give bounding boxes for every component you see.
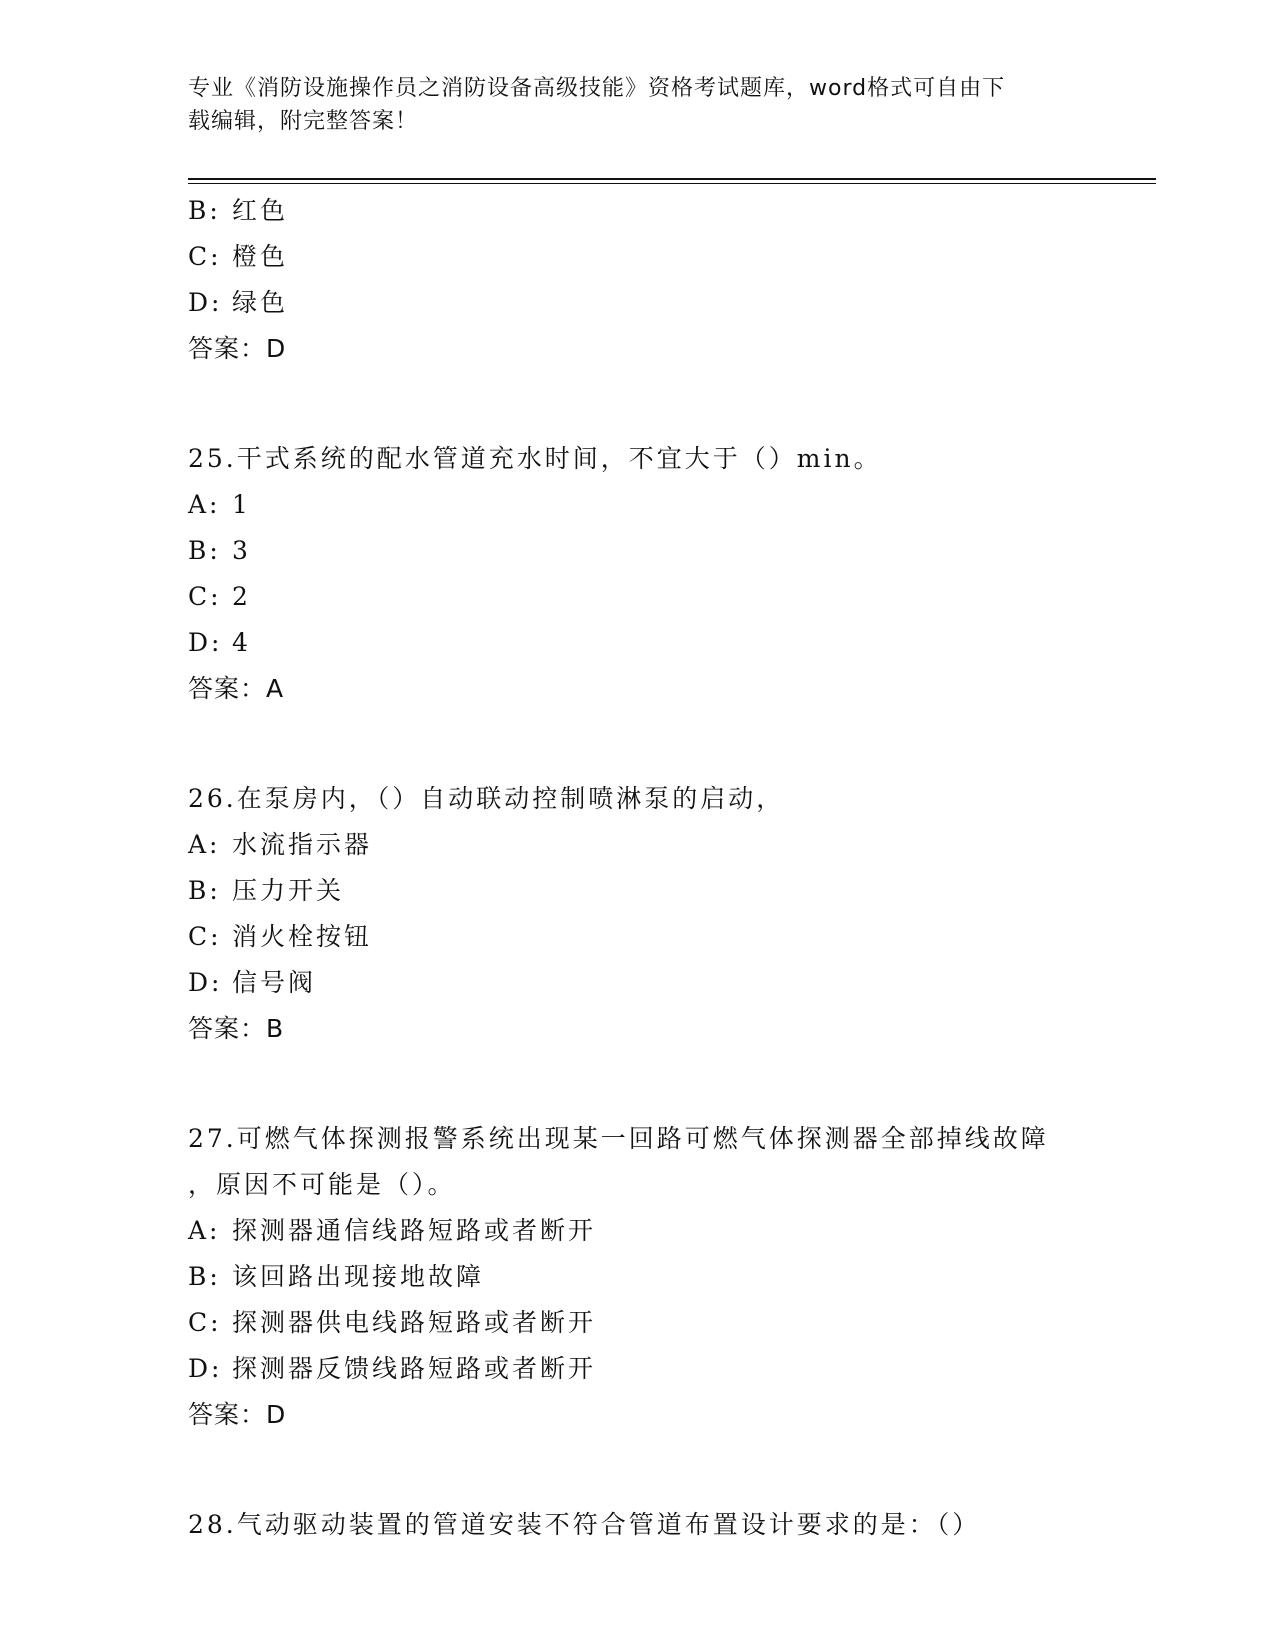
answer-line: 答案：B [188,1014,285,1043]
option-letter: D: [188,628,223,657]
option-text: 绿色 [232,288,289,317]
option-letter: C: [188,582,222,611]
option-letter: B: [188,1262,221,1291]
option-text: 3 [232,536,251,565]
option-text: 该回路出现接地故障 [232,1262,485,1291]
option-letter: A: [188,490,221,519]
option-letter: C: [188,1308,222,1337]
question-27 [188,1116,1088,1438]
header-line-2: 载编辑，附完整答案！ [188,109,419,134]
option-c [188,1300,1088,1346]
option-c [188,914,1088,960]
option-letter: B: [188,876,221,905]
option-text: 探测器通信线路短路或者断开 [232,1216,597,1245]
option-text: 压力开关 [232,876,345,905]
question-26 [188,776,1088,1052]
option-text: 水流指示器 [232,830,373,859]
header-divider-thick [188,178,1156,180]
question-list [188,188,1088,1548]
option-text: 探测器反馈线路短路或者断开 [232,1354,597,1383]
question-stem-line-1: 27.可燃气体探测报警系统出现某一回路可燃气体探测器全部掉线故障 [188,1124,1049,1153]
option-text: 信号阀 [232,968,317,997]
option-d [188,280,1088,326]
option-letter: A: [188,1216,221,1245]
question-25 [188,436,1088,712]
option-text: 2 [232,582,251,611]
question-stem-line-2: ，原因不可能是（）。 [188,1170,456,1199]
question-stem: 26.在泵房内，（）自动联动控制喷淋泵的启动， [188,784,785,813]
option-d [188,960,1088,1006]
question-24-tail [188,188,1088,372]
option-text: 4 [232,628,251,657]
header-divider-thin [188,183,1156,184]
option-text: 探测器供电线路短路或者断开 [232,1308,597,1337]
option-d [188,1346,1088,1392]
answer-line: 答案：D [188,334,287,363]
option-d [188,620,1088,666]
answer-line: 答案：A [188,674,285,703]
option-letter: A: [188,830,221,859]
question-stem: 25.干式系统的配水管道充水时间，不宜大于（）min。 [188,444,882,473]
header-line-1: 专业《消防设施操作员之消防设备高级技能》资格考试题库，word格式可自由下 [188,76,1006,101]
option-text: 红色 [232,196,289,225]
option-b [188,528,1088,574]
answer-line: 答案：D [188,1400,287,1429]
option-b [188,1254,1088,1300]
option-letter: B: [188,196,221,225]
option-c [188,574,1088,620]
option-text: 1 [232,490,251,519]
option-b [188,188,1088,234]
option-b [188,868,1088,914]
option-a [188,822,1088,868]
option-a [188,482,1088,528]
option-text: 消火栓按钮 [232,922,373,951]
question-stem: 28.气动驱动装置的管道安装不符合管道布置设计要求的是：（） [188,1510,981,1539]
option-letter: C: [188,242,222,271]
option-letter: D: [188,968,223,997]
option-letter: D: [188,288,223,317]
option-letter: C: [188,922,222,951]
option-letter: B: [188,536,221,565]
option-c [188,234,1088,280]
option-letter: D: [188,1354,223,1383]
question-28 [188,1502,1088,1548]
option-text: 橙色 [232,242,289,271]
document-header [188,72,1068,138]
option-a [188,1208,1088,1254]
